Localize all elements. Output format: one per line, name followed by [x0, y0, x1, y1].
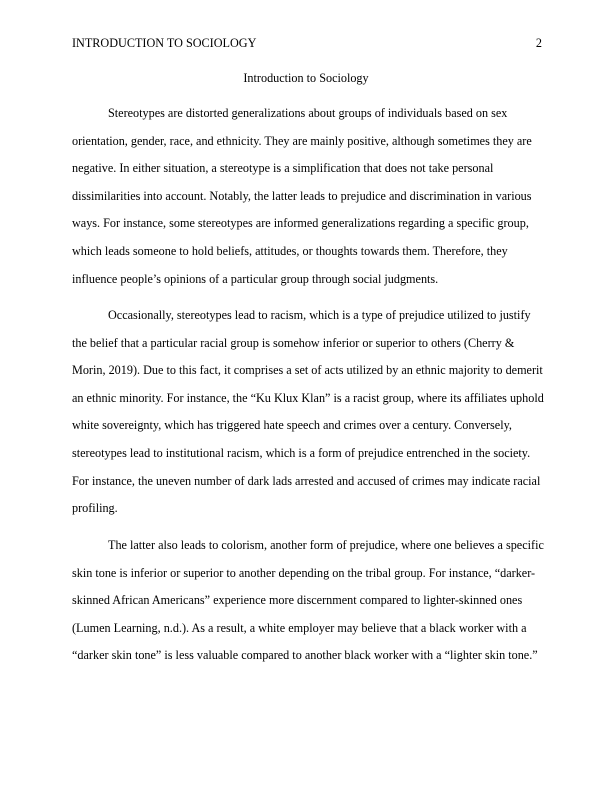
paragraph-line: (Lumen Learning, n.d.). As a result, a white employer may believe that a black worker with a — [72, 620, 527, 635]
paragraph-line: the belief that a particular racial group is somehow inferior or superior to others (Cherry & — [72, 335, 515, 350]
paragraph-2 — [72, 302, 544, 523]
paragraph-line: Occasionally, stereotypes lead to racism, which is a type of prejudice utilized to justify — [108, 308, 531, 322]
paragraph-line: orientation, gender, race, and ethnicity. They are mainly positive, although sometimes they are — [72, 133, 532, 148]
paragraph-1 — [72, 100, 540, 293]
page-number: 2 — [535, 36, 542, 50]
paragraph-line: white sovereignty, which has triggered hate speech and crimes over a century. Conversely, — [72, 418, 512, 433]
document-title: Introduction to Sociology — [243, 71, 369, 85]
running-head: INTRODUCTION TO SOCIOLOGY — [72, 36, 257, 50]
paragraph-line: ways. For instance, some stereotypes are informed generalizations regarding a specific group, — [72, 216, 529, 231]
paragraph-3 — [72, 532, 544, 670]
paragraph-line: skinned African Americans” experience more discernment compared to lighter-skinned ones — [72, 593, 523, 608]
paragraph-line: profiling. — [72, 501, 118, 516]
paragraph-line: dissimilarities into account. Notably, the latter leads to prejudice and discrimination in various — [72, 188, 532, 203]
paragraph-line: which leads someone to hold beliefs, attitudes, or thoughts towards them. Therefore, they — [72, 243, 508, 258]
paragraph-line: Morin, 2019). Due to this fact, it comprises a set of acts utilized by an ethnic majority to demerit — [72, 363, 543, 378]
paragraph-line: an ethnic minority. For instance, the “Ku Klux Klan” is a racist group, where its affiliates uphold — [72, 390, 544, 405]
paragraph-line: Stereotypes are distorted generalizations about groups of individuals based on sex — [108, 106, 508, 120]
paragraph-line: “darker skin tone” is less valuable compared to another black worker with a “lighter skin tone.” — [72, 648, 538, 663]
paragraph-line: negative. In either situation, a stereotype is a simplification that does not take personal — [72, 161, 494, 176]
paragraph-line: stereotypes lead to institutional racism, which is a form of prejudice entrenched in the society. — [72, 445, 531, 460]
paragraph-line: skin tone is inferior or superior to another depending on the tribal group. For instance, “darker- — [72, 565, 536, 580]
paragraph-line: The latter also leads to colorism, another form of prejudice, where one believes a specific — [108, 538, 544, 552]
paragraph-line: For instance, the uneven number of dark lads arrested and accused of crimes may indicate racial — [72, 473, 541, 488]
paragraph-line: influence people’s opinions of a particular group through social judgments. — [72, 271, 439, 286]
